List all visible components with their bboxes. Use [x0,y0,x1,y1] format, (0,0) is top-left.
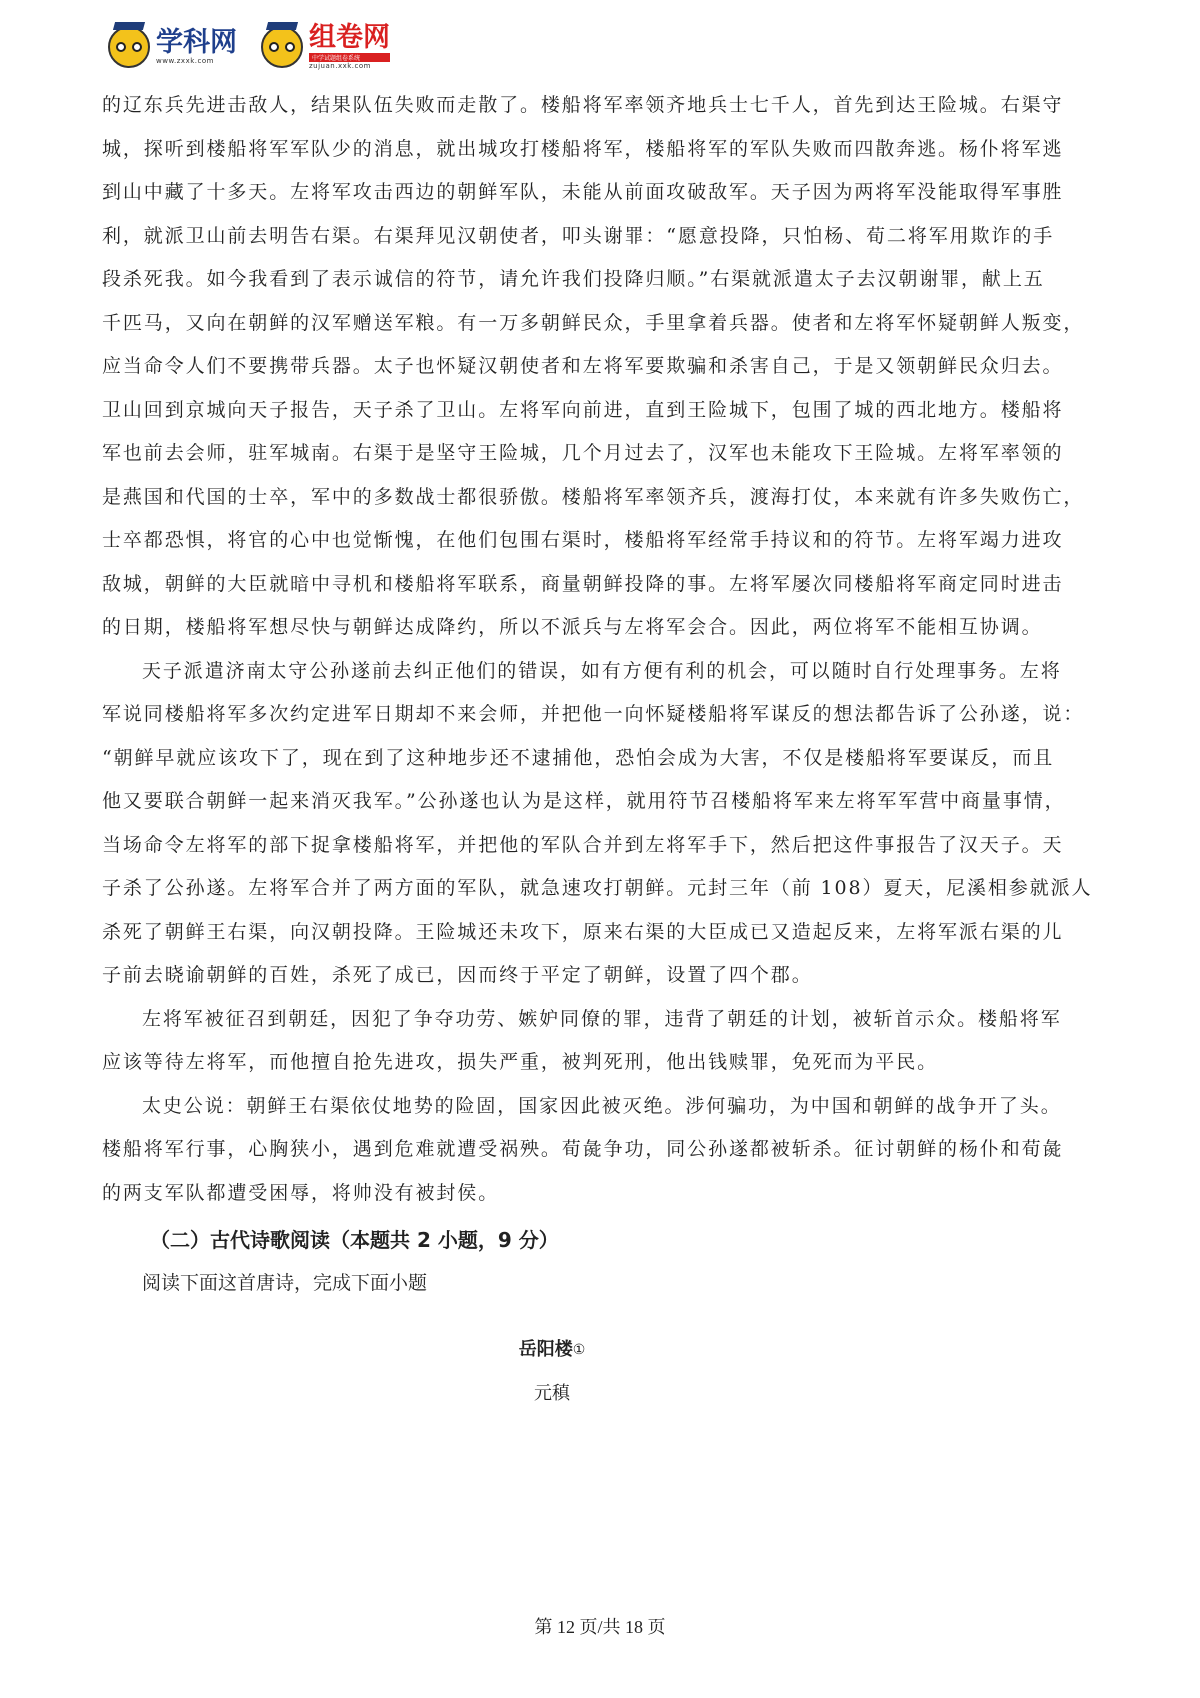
graduate-mascot-icon [261,26,303,68]
text-line: 千匹马，又向在朝鲜的汉军赠送军粮。有一万多朝鲜民众，手里拿着兵器。使者和左将军怀疑朝鲜人叛变， [102,311,1085,334]
xuekewang-logo[interactable] [108,26,237,68]
poem-title [102,1333,1002,1367]
text-line: 利，就派卫山前去明告右渠。右渠拜见汉朝使者，叩头谢罪：“愿意投降，只怕杨、荀二将军用欺诈的手 [102,224,1055,247]
text-line: 的日期，楼船将军想尽快与朝鲜达成降约，所以不派兵与左将军会合。因此，两位将军不能相互协调。 [102,616,1043,638]
text-line: 应该等待左将军，而他擅自抢先进攻，损失严重，被判死刑，他出钱赎罪，免死而为平民。 [102,1051,939,1073]
text-line: 的辽东兵先进击敌人，结果队伍失败而走散了。楼船将军率领齐地兵士七千人，首先到达王险城。右渠守 [102,94,1064,116]
logo2-sub: 中学试题组卷系统 [309,53,390,62]
paragraph [102,998,1062,1085]
text-line: 军说同楼船将军多次约定进军日期却不来会师，并把他一向怀疑楼船将军谋反的想法都告诉了公孙遂，说： [102,703,1085,725]
text-line: 段杀死我。如今我看到了表示诚信的符节，请允许我们投降归顺。”右渠就派遣太子去汉朝谢罪，献上五 [102,268,1045,290]
text-line: “朝鲜早就应该攻下了，现在到了这种地步还不逮捕他，恐怕会成为大害，不仅是楼船将军要谋反，而且 [102,746,1055,769]
text-line: 左将军被征召到朝廷，因犯了争夺功劳、嫉妒同僚的罪，违背了朝廷的计划，被斩首示众。楼船将军 [142,1007,1062,1030]
zujuanwang-logo[interactable] [261,24,390,70]
poem-author: 元稹 [534,1383,570,1404]
text-line: 杀死了朝鲜王右渠，向汉朝投降。王险城还未攻下，原来右渠的大臣成已又造起反来，左将军派右渠的儿 [102,920,1064,943]
text-line: 子前去晓谕朝鲜的百姓，杀死了成已，因而终于平定了朝鲜，设置了四个郡。 [102,964,813,986]
paragraph [102,650,1093,998]
document-body [102,84,1093,1411]
text-line: 楼船将军行事，心胸狭小，遇到危难就遭受祸殃。荀彘争功，同公孙遂都被斩杀。征讨朝鲜的杨仆和荀彘 [102,1138,1064,1160]
text-line: 军也前去会师，驻军城南。右渠于是坚守王险城，几个月过去了，汉军也未能攻下王险城。左将军率领的 [102,442,1064,464]
text-line: 士卒都恐惧，将官的心中也觉惭愧，在他们包围右渠时，楼船将军经常手持议和的符节。左将军竭力进攻 [102,529,1064,551]
section-title: （二）古代诗歌阅读（本题共 2 小题，9 分） [150,1228,559,1252]
logo2-url: zujuan.xxk.com [309,62,371,70]
text-line: 应当命令人们不要携带兵器。太子也怀疑汉朝使者和左将军要欺骗和杀害自己，于是又领朝鲜民众归去。 [102,355,1064,377]
text-line: 子杀了公孙遂。左将军合并了两方面的军队，就急速攻打朝鲜。元封三年（前 108）夏天，尼溪相参就派人 [102,877,1093,899]
text-line: 卫山回到京城向天子报告，天子杀了卫山。左将军向前进，直到王险城下，包围了城的西北地方。楼船将 [102,398,1064,421]
text-line: 当场命令左将军的部下捉拿楼船将军，并把他的军队合并到左将军手下，然后把这件事报告了汉天子。天 [102,833,1064,856]
logo1-url: www.zxxk.com [156,57,214,65]
text-line: 城，探听到楼船将军军队少的消息，就出城攻打楼船将军，楼船将军的军队失败而四散奔逃。杨仆将军逃 [102,137,1064,160]
text-line: 敌城，朝鲜的大臣就暗中寻机和楼船将军联系，商量朝鲜投降的事。左将军屡次同楼船将军商定同时进击 [102,572,1064,595]
page-footer: 第 12 页/共 18 页 [534,1617,666,1637]
logo1-name: 学科网 [156,27,237,58]
paragraph [102,84,1085,650]
text-line: 太史公说：朝鲜王右渠依仗地势的险固，国家因此被灭绝。涉何骗功，为中国和朝鲜的战争开了头。 [142,1094,1062,1117]
paragraph [102,1085,1064,1216]
translation-paragraphs [102,84,1093,1215]
header [108,22,414,72]
text-line: 的两支军队都遭受困辱，将帅没有被封侯。 [102,1181,500,1204]
section-instruction: 阅读下面这首唐诗，完成下面小题 [142,1272,428,1294]
text-line: 到山中藏了十多天。左将军攻击西边的朝鲜军队，未能从前面攻破敌军。天子因为两将军没能取得军事胜 [102,181,1064,203]
poem-title-text: 岳阳楼 [518,1339,573,1360]
text-line: 他又要联合朝鲜一起来消灭我军。”公孙遂也认为是这样，就用符节召楼船将军来左将军军营中商量事情， [102,790,1066,812]
logo2-name: 组卷网 [309,22,390,53]
text-line: 天子派遣济南太守公孙遂前去纠正他们的错误，如有方便有利的机会，可以随时自行处理事务。左将 [142,659,1062,682]
owl-mascot-icon [108,26,150,68]
text-line: 是燕国和代国的士卒，军中的多数战士都很骄傲。楼船将军率领齐兵，渡海打仗，本来就有许多失败伤亡， [102,485,1085,508]
poem-note-marker: ① [572,1342,586,1358]
